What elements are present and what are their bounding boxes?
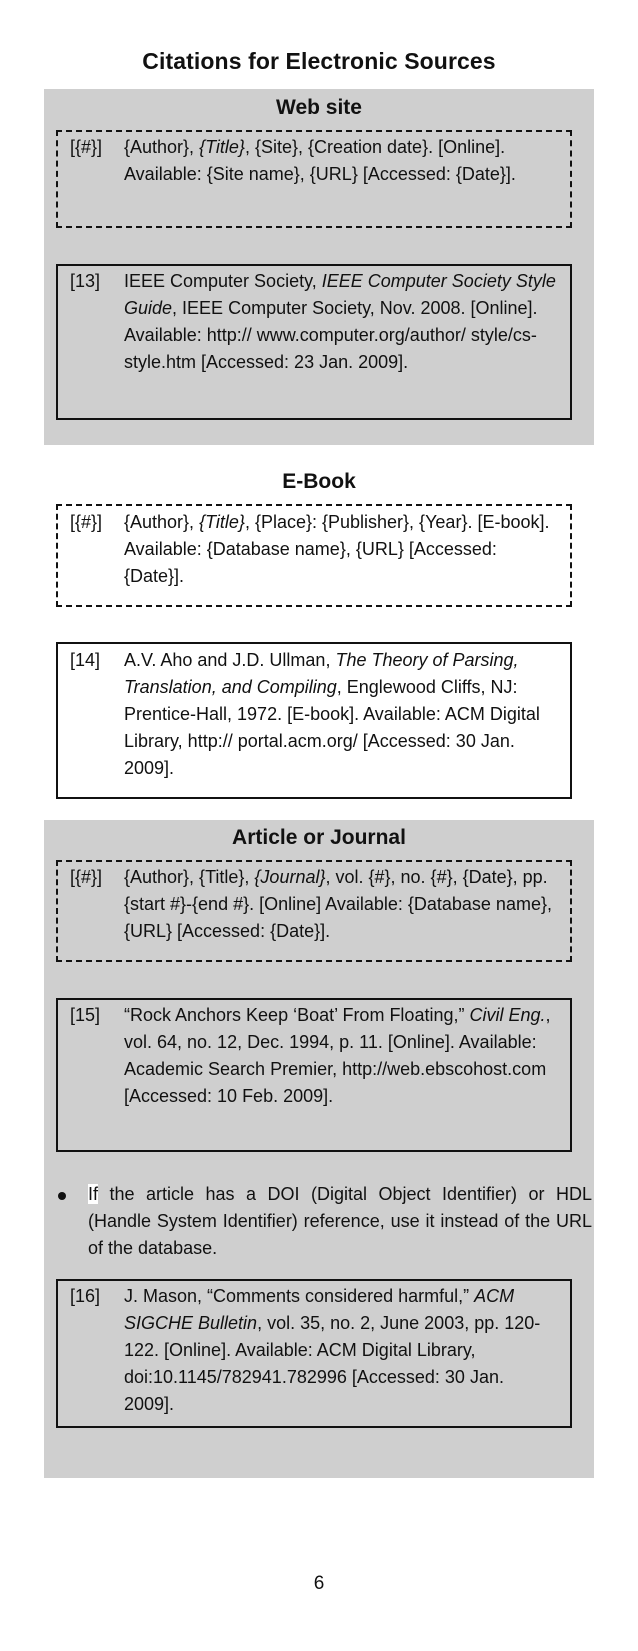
citation-label: [15] [70, 1005, 101, 1025]
italic-text: {Journal} [254, 867, 326, 887]
text-segment: , {Place}: {Publisher}, {Year}. [E-book]. Available: {Database name}, {URL} [Accessed: {Date}]. [124, 512, 550, 586]
citation-label: [{#}] [70, 512, 103, 532]
citation-example [58, 1283, 570, 1418]
text-segment: , {Site}, {Creation date}. [Online]. Available: {Site name}, {URL} [Accessed: {Date}]. [124, 137, 516, 184]
website-example-box [56, 264, 572, 420]
citation-label: [{#}] [70, 867, 103, 887]
article-heading: Article or Journal [232, 826, 406, 849]
citation-text [124, 864, 558, 945]
citation-template [58, 134, 570, 188]
citation-example [58, 268, 570, 376]
citation-text [124, 134, 558, 188]
doi-note-text [88, 1181, 592, 1262]
text-segment: {Author}, {Title}, [124, 867, 255, 887]
ebook-heading: E-Book [282, 470, 356, 493]
ebook-template-box [56, 504, 572, 607]
text-segment: {Author}, [124, 512, 200, 532]
italic-text: {Title} [199, 512, 245, 532]
note-body: the article has a DOI (Digital Object Identifier) or HDL (Handle System Identifier) reference, use it instead of the URL of the database. [88, 1184, 592, 1258]
text-segment: , IEEE Computer Society, Nov. 2008. [Online]. Available: http:// www.computer.org/author/ style/cs-style.htm [Accessed: 23 Jan. 2009]. [124, 298, 538, 372]
citation-example [58, 647, 570, 782]
doi-note [56, 1181, 592, 1262]
citation-label: [{#}] [70, 137, 103, 157]
citation-template [58, 509, 570, 590]
citation-label: [14] [70, 650, 101, 670]
website-template-box [56, 130, 572, 228]
italic-text: ACM SIGCHE Bulletin [124, 1286, 515, 1333]
bullet-icon [58, 1192, 66, 1200]
text-segment: , vol. {#}, no. {#}, {Date}, pp. {start #}-{end #}. [Online] Available: {Database name}, {URL} [Accessed: {Date}]. [124, 867, 552, 941]
article-example-box [56, 998, 572, 1152]
citation-text [124, 1283, 558, 1418]
citation-text [124, 1002, 558, 1110]
text-segment: J. Mason, “Comments considered harmful,” [124, 1286, 475, 1306]
italic-text: IEEE Computer Society Style Guide [124, 271, 556, 318]
text-segment: , vol. 64, no. 12, Dec. 1994, p. 11. [Online]. Available: Academic Search Premier, http://web.ebscohost.com [Accessed: 10 Feb. 2009]. [124, 1005, 551, 1106]
citation-label: [13] [70, 271, 101, 291]
citation-text [124, 647, 558, 782]
citation-template [58, 864, 570, 945]
text-segment: A.V. Aho and J.D. Ullman, [124, 650, 336, 670]
text-segment: , Englewood Cliffs, NJ: Prentice-Hall, 1972. [E-book]. Available: ACM Digital Library, http:// portal.acm.org/ [Accessed: 30 Jan. 2009]. [124, 677, 540, 778]
citation-label: [16] [70, 1286, 101, 1306]
text-segment: “Rock Anchors Keep ‘Boat’ From Floating,” [124, 1005, 470, 1025]
citation-text [124, 509, 558, 590]
page-number: 6 [313, 1573, 325, 1594]
note-lead: If [88, 1184, 99, 1204]
ebook-example-box [56, 642, 572, 799]
page-title: Citations for Electronic Sources [142, 48, 496, 74]
citation-example [58, 1002, 570, 1110]
article-example2-box [56, 1279, 572, 1428]
citation-text [124, 268, 558, 376]
article-template-box [56, 860, 572, 962]
text-segment: , vol. 35, no. 2, June 2003, pp. 120-122. [Online]. Available: ACM Digital Library, doi:10.1145/782941.782996 [Accessed: 30 Jan. 2009]. [124, 1313, 541, 1414]
text-segment: IEEE Computer Society, [124, 271, 322, 291]
italic-text: {Title} [199, 137, 245, 157]
text-segment: {Author}, [124, 137, 200, 157]
italic-text: The Theory of Parsing, Translation, and Compiling [124, 650, 519, 697]
website-heading: Web site [276, 96, 362, 119]
italic-text: Civil Eng. [469, 1005, 546, 1025]
